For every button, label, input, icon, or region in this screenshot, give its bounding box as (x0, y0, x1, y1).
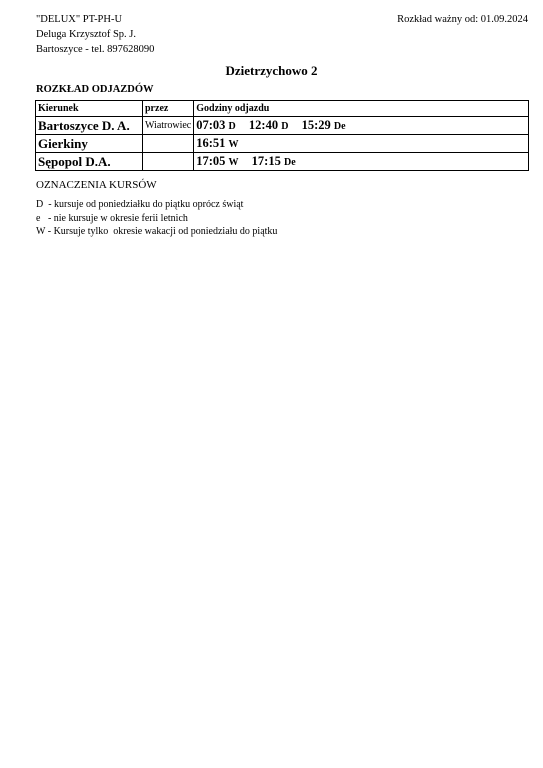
table-row (36, 117, 529, 135)
section-title: ROZKŁAD ODJAZDÓW (36, 84, 154, 95)
legend-title: OZNACZENIA KURSÓW (36, 179, 157, 191)
departure-mark: W (228, 157, 239, 168)
departure-mark: De (333, 121, 346, 132)
via-cell: Wiatrowiec (143, 117, 194, 135)
header-via: przez (143, 101, 194, 117)
departure (252, 154, 296, 168)
company-legal-name: Deluga Krzysztof Sp. J. (36, 29, 137, 40)
departure-time: 17:15 (251, 154, 281, 168)
departure (249, 118, 289, 132)
departure (196, 136, 238, 150)
departure-mark: D (281, 121, 289, 132)
times-cell (194, 117, 529, 135)
departure-time: 15:29 (301, 118, 331, 132)
departure-time: 12:40 (248, 118, 279, 132)
via-cell (143, 135, 194, 153)
departure-time: 07:03 (196, 118, 226, 132)
departures-table (35, 100, 529, 171)
valid-from-date: Rozkład ważny od: 01.09.2024 (397, 14, 528, 25)
company-contact: Bartoszyce - tel. 897628090 (36, 44, 155, 55)
times-cell (194, 153, 529, 171)
departure-mark: W (228, 139, 239, 150)
legend-item: W - Kursuje tylko okresie wakacji od poniedziału do piątku (36, 226, 278, 237)
departure-mark: De (283, 157, 296, 168)
header-direction: Kierunek (36, 101, 143, 117)
company-info (36, 12, 154, 57)
table-row (36, 135, 529, 153)
times-cell (194, 135, 529, 153)
via-cell (143, 153, 194, 171)
departure (196, 118, 236, 132)
departure (302, 118, 346, 132)
legend-list (36, 198, 277, 239)
legend-item: e - nie kursuje w okresie ferii letnich (36, 212, 188, 224)
direction-cell: Gierkiny (36, 135, 143, 153)
direction-cell: Bartoszyce D. A. (36, 117, 143, 135)
legend-item: D - kursuje od poniedziałku do piątku oprócz świąt (36, 199, 244, 210)
departure-mark: D (228, 121, 236, 132)
departure (196, 154, 238, 168)
table-row (36, 153, 529, 171)
stop-name: Dzietrzychowo 2 (225, 63, 318, 78)
direction-cell: Sępopol D.A. (36, 153, 143, 171)
header-times: Godziny odjazdu (194, 101, 529, 117)
table-header-row (36, 101, 529, 117)
departure-time: 17:05 (196, 154, 226, 168)
departure-time: 16:51 (196, 136, 226, 150)
company-name: "DELUX" PT-PH-U (36, 14, 123, 25)
